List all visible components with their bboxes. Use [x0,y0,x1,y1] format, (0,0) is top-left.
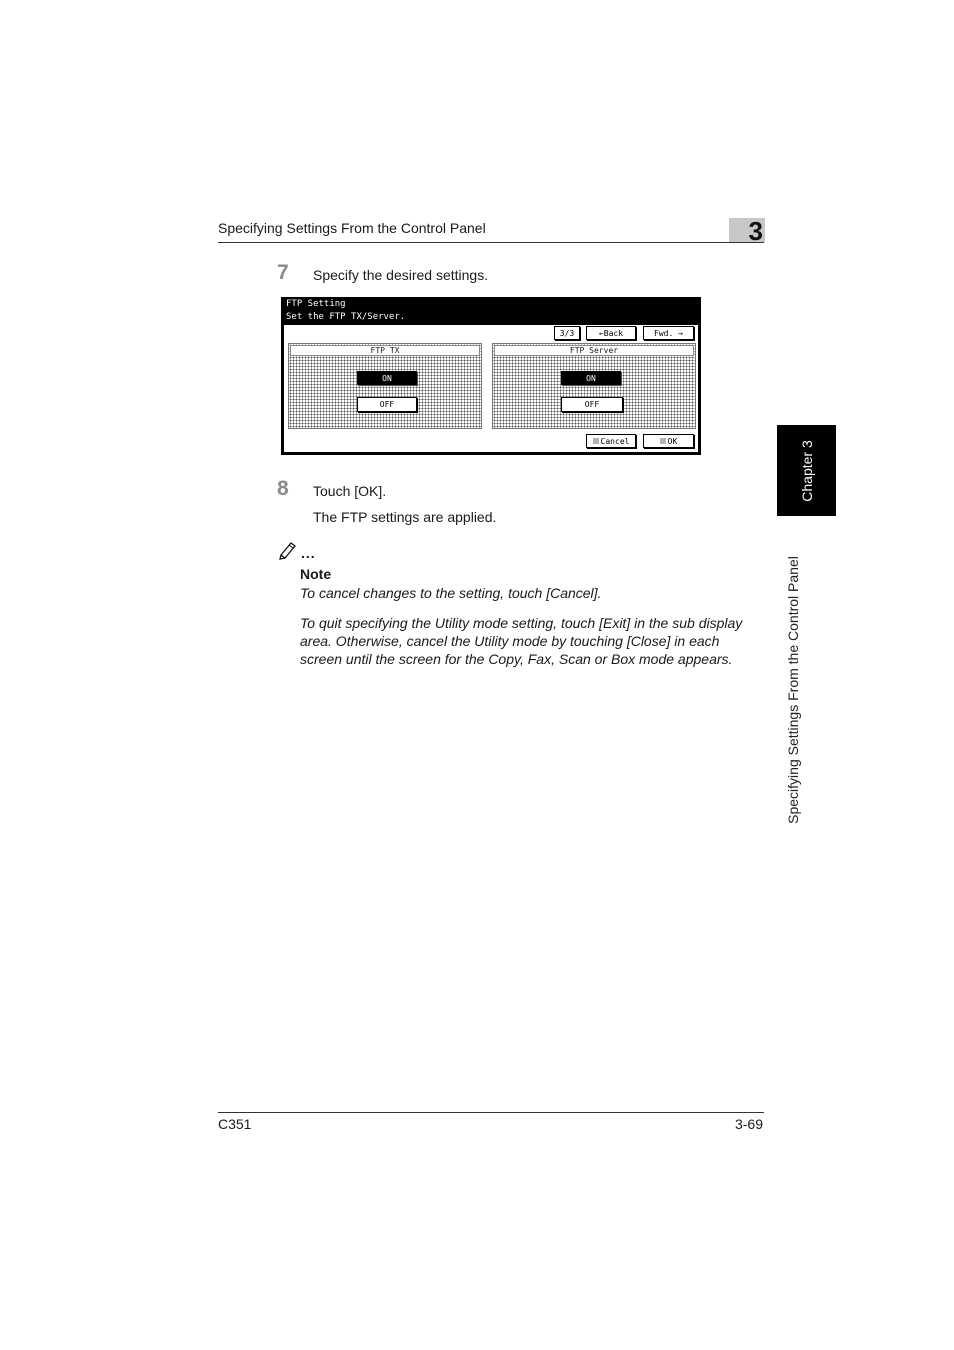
dotted-square-icon [593,438,599,444]
step-text: Touch [OK]. [313,483,387,499]
note-paragraph: To cancel changes to the setting, touch [Cancel]. [300,585,602,601]
chapter-number-box [729,216,765,246]
section-side-title: Specifying Settings From the Control Panel [785,556,801,824]
chapter-side-tab [777,425,836,516]
note-label: Note [300,566,332,582]
ftp-setting-screen [281,297,701,455]
running-header: Specifying Settings From the Control Panel [218,220,486,236]
screen-title: FTP Setting [286,299,346,309]
ok-label: OK [667,436,678,446]
step-number: 7 [277,261,289,284]
screen-body [283,324,699,453]
footer-model: C351 [218,1116,252,1132]
step-result: The FTP settings are applied. [313,509,497,525]
ok-button[interactable] [643,434,694,448]
footer-divider [218,1112,764,1113]
cancel-label: Cancel [600,436,630,446]
dotted-square-icon [660,438,666,444]
step-text: Specify the desired settings. [313,267,489,283]
footer-page-number: 3-69 [734,1116,763,1132]
ftp-tx-label: FTP TX [290,345,480,356]
ftp-tx-on-button[interactable]: ON [357,371,417,385]
back-button[interactable]: ←Back [586,326,636,340]
step-number: 8 [277,477,289,500]
screen-subtitle: Set the FTP TX/Server. [286,312,406,322]
cancel-button[interactable] [586,434,636,448]
chapter-side-label: Chapter 3 [798,439,815,502]
ftp-server-on-button[interactable]: ON [561,371,621,385]
ftp-tx-off-button[interactable]: OFF [357,397,417,412]
forward-button[interactable]: Fwd. → [643,326,694,340]
ftp-server-off-button[interactable]: OFF [561,397,623,412]
page-indicator: 3/3 [554,326,580,340]
chapter-number: 3 [748,216,763,246]
header-divider [218,242,764,243]
note-paragraph: To quit specifying the Utility mode setting, touch [Exit] in the sub display area. Otherwise, cancel the Utility mode by touching [Close] in each screen until the screen for the Copy, Fax, Scan or Box mode appears. [300,615,743,667]
note-dots: ... [301,545,316,561]
ftp-server-label: FTP Server [494,345,694,356]
ftp-tx-group [288,343,482,429]
ftp-server-group [492,343,696,429]
